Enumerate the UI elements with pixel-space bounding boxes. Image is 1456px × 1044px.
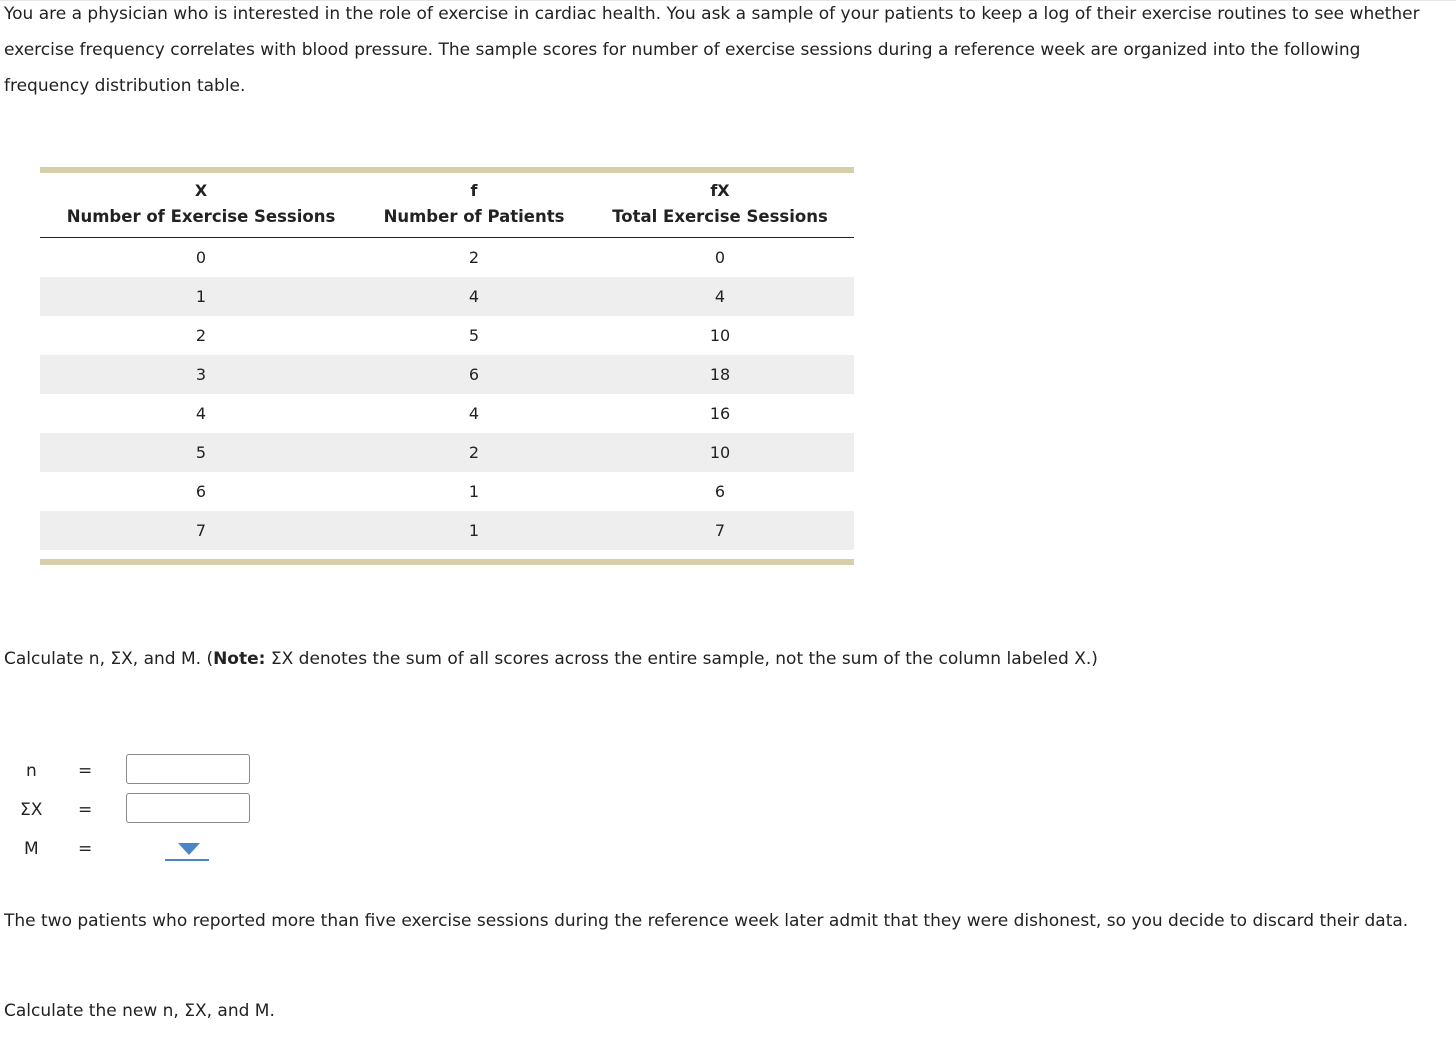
cell-fx: 7 (586, 511, 854, 550)
cell-fx: 18 (586, 355, 854, 394)
calc-prompt-after: ΣX denotes the sum of all scores across the entire sample, not the sum of the column labeled X.) (265, 649, 1098, 669)
m-label: M (24, 839, 39, 859)
cell-fx: 4 (586, 277, 854, 316)
cell-f: 1 (362, 511, 586, 550)
dropdown-arrow-icon (178, 843, 200, 855)
cell-f: 6 (362, 355, 586, 394)
cell-f: 2 (468, 248, 480, 267)
equals-sign: = (78, 761, 93, 781)
header-label-fx: Total Exercise Sessions (586, 207, 854, 238)
table-row (40, 394, 854, 433)
sum-x-label: ΣX (20, 800, 43, 820)
cell-fx: 0 (714, 248, 726, 267)
header-label-f: Number of Patients (362, 207, 586, 238)
table-row (40, 238, 854, 278)
cell-f: 4 (468, 404, 480, 423)
table-bottom-rule (40, 559, 854, 565)
header-symbol-fx: fX (710, 180, 730, 200)
cell-fx: 6 (714, 482, 726, 501)
cell-x: 0 (195, 248, 207, 267)
calc-prompt-before: Calculate n, ΣX, and M. ( (4, 649, 214, 669)
cell-f: 4 (362, 277, 586, 316)
n-answer-input[interactable] (126, 754, 250, 784)
table-row (40, 316, 854, 355)
header-symbol-f: f (470, 180, 478, 200)
frequency-distribution-table (40, 167, 854, 565)
cell-f: 1 (468, 482, 480, 501)
cell-f: 2 (362, 433, 586, 472)
header-label-x: Number of Exercise Sessions (40, 207, 362, 238)
cell-x: 3 (40, 355, 362, 394)
m-answer-dropdown[interactable] (165, 839, 209, 861)
discard-paragraph: The two patients who reported more than five exercise sessions during the reference week later admit that they were dishonest, so you decide to discard their data. (4, 911, 1409, 931)
note-label: Note: (213, 649, 266, 669)
table-row (40, 472, 854, 511)
cell-x: 5 (40, 433, 362, 472)
table-symbol-row (40, 173, 854, 207)
cell-x: 7 (40, 511, 362, 550)
equals-sign: = (78, 839, 93, 859)
table-spacer (40, 550, 854, 559)
table-row (40, 433, 854, 472)
equals-sign: = (78, 800, 93, 820)
cell-x: 1 (40, 277, 362, 316)
cell-fx: 16 (709, 404, 731, 423)
table-label-row (40, 207, 854, 238)
table-row (40, 355, 854, 394)
cell-x: 6 (195, 482, 207, 501)
cell-f: 5 (468, 326, 480, 345)
cell-fx: 10 (586, 433, 854, 472)
cell-x: 2 (195, 326, 207, 345)
calculate-prompt (4, 641, 1424, 677)
cell-x: 4 (195, 404, 207, 423)
table-row (40, 511, 854, 550)
n-label: n (26, 761, 37, 781)
new-calculate-prompt: Calculate the new n, ΣX, and M. (4, 1001, 275, 1021)
header-symbol-x: X (194, 180, 208, 200)
intro-paragraph: You are a physician who is interested in the role of exercise in cardiac health. You ask a sample of your patients to keep a log of their exercise routines to see whether exercise frequency correlates with blood pressure. The sample scores for number of exercise sessions during a reference week are organized into the following frequency distribution table. (4, 4, 1420, 96)
cell-fx: 10 (709, 326, 731, 345)
sum-x-answer-input[interactable] (126, 793, 250, 823)
table-row (40, 277, 854, 316)
